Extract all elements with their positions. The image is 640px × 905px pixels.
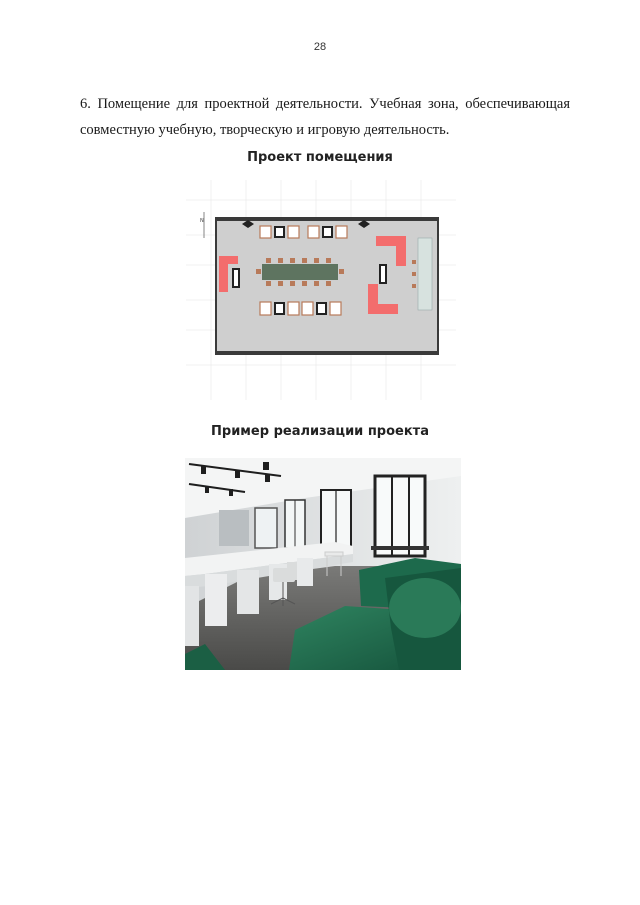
- page-number: 28: [313, 41, 327, 53]
- body-paragraph: 6. Помещение для проектной деятельности. Учебная зона, обеспечивающая совместную учебную, творческую и игровую деятельность.: [80, 96, 570, 138]
- north-arrow-icon: [200, 212, 204, 238]
- svg-text:N: N: [200, 218, 204, 224]
- heading-example-implementation: Пример реализации проекта: [211, 424, 429, 439]
- window-right: [375, 476, 425, 556]
- heading-room-project: Проект помещения: [247, 150, 393, 165]
- floor-plan-image: [186, 180, 456, 400]
- window-far-left: [255, 508, 277, 548]
- central-table: [262, 264, 338, 280]
- room-photo-image: [185, 458, 461, 670]
